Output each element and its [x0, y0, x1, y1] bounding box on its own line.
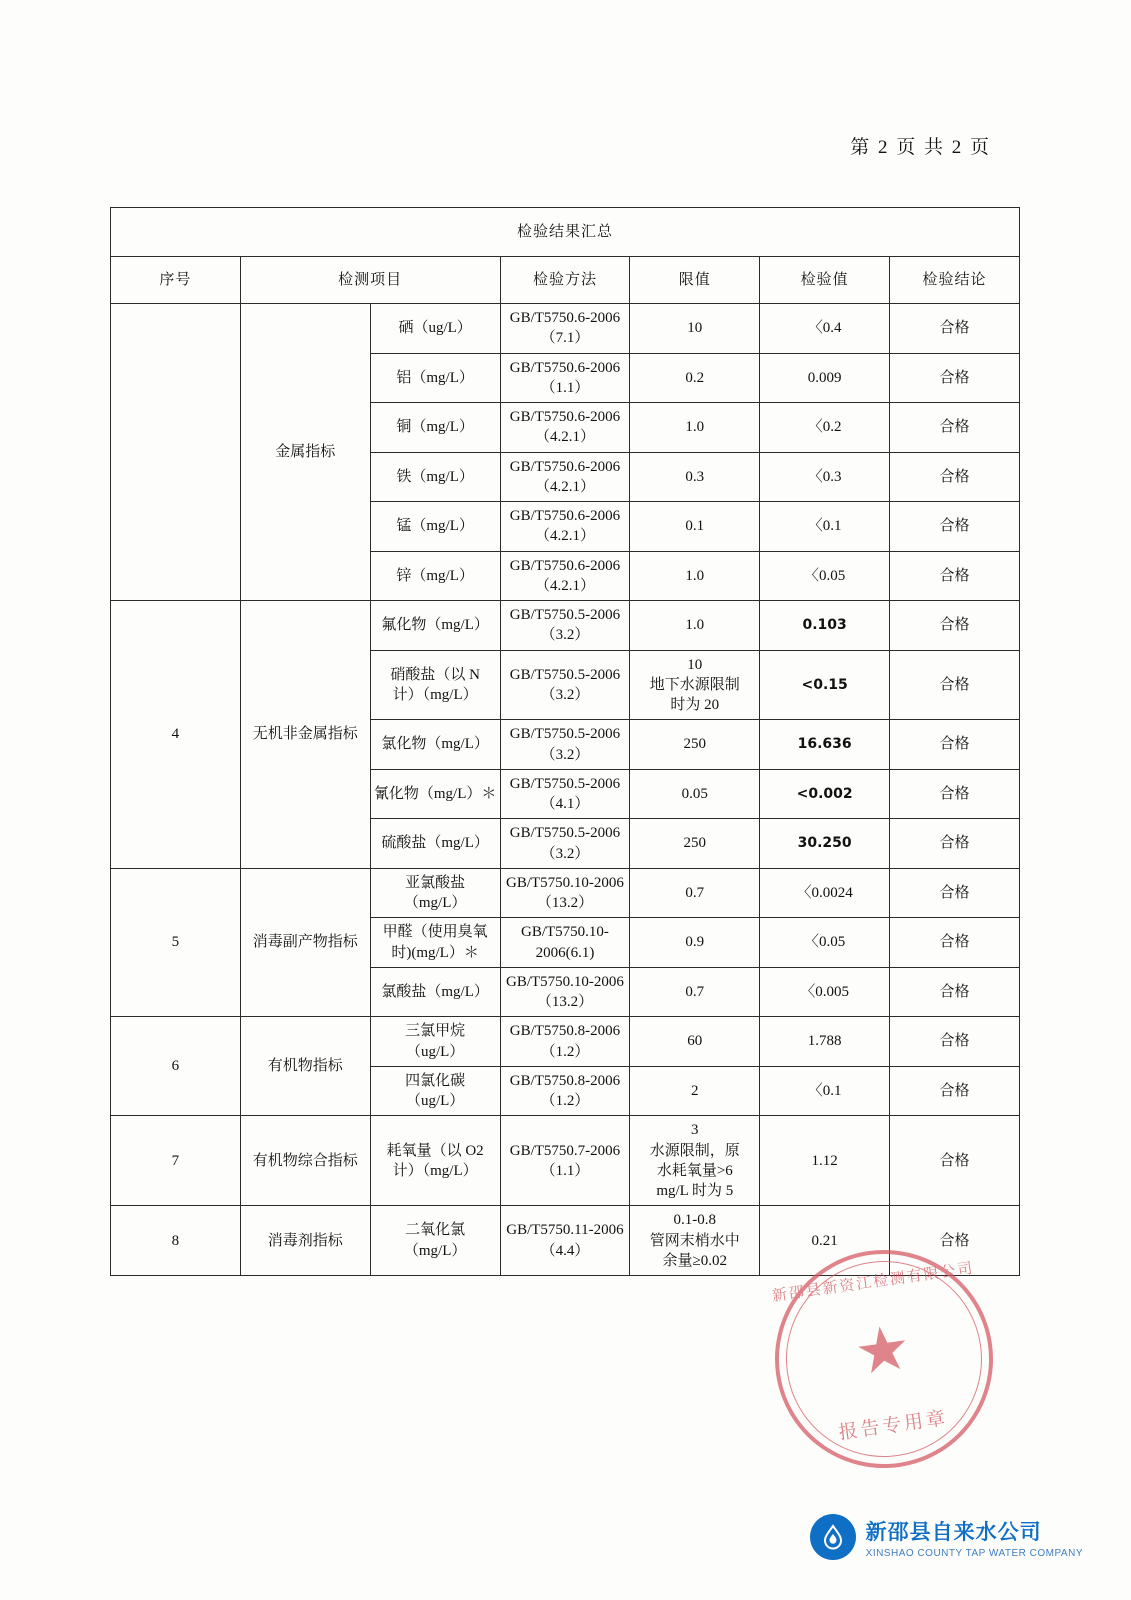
item-name: 硒（ug/L）: [370, 304, 500, 354]
item-limit: [630, 1206, 760, 1276]
item-limit: 1.0: [630, 551, 760, 601]
item-conclusion: 合格: [890, 601, 1020, 651]
group-no: 7: [111, 1116, 241, 1206]
item-value: 1.788: [760, 1017, 890, 1067]
item-name: 铝（mg/L）: [370, 353, 500, 403]
method-line-2: （4.4）: [540, 1242, 590, 1259]
value-text: <0.002: [796, 785, 853, 802]
method-line-2: （4.2.1）: [534, 478, 595, 495]
method-line-2: （1.2）: [540, 1043, 590, 1060]
item-line-1: 亚氯酸盐: [405, 874, 466, 891]
item-method: [500, 601, 630, 651]
item-value: [760, 601, 890, 651]
method-line-2: （13.2）: [536, 994, 594, 1010]
limit-line-3: 时为 20: [670, 697, 720, 713]
method-line-1: GB/T5750.5-2006: [509, 666, 621, 683]
method-line-1: GB/T5750.10-2006: [505, 874, 624, 891]
item-conclusion: 合格: [890, 1116, 1020, 1206]
limit-line-1: 10: [687, 656, 703, 673]
value-text: 16.636: [797, 736, 852, 753]
item-line-1: 三氯甲烷: [405, 1023, 466, 1040]
item-line-1: 四氯化碳: [405, 1072, 466, 1089]
item-method: [500, 452, 630, 502]
limit-line-1: 0.1-0.8: [673, 1212, 717, 1229]
item-method: [500, 650, 630, 720]
item-limit: 10: [630, 304, 760, 354]
item-conclusion: 合格: [890, 868, 1020, 918]
item-method: [500, 551, 630, 601]
item-conclusion: 合格: [890, 720, 1020, 770]
column-header-no: 序号: [111, 257, 241, 304]
group-no: 5: [111, 868, 241, 1017]
value-text: 0.103: [802, 617, 847, 634]
water-drop-icon: [810, 1514, 856, 1560]
method-line-1: GB/T5750.6-2006: [509, 557, 621, 574]
table-header-row: [111, 257, 1020, 304]
item-name: 铁（mg/L）: [370, 452, 500, 502]
group-category: 金属指标: [240, 304, 370, 601]
item-method: [500, 1116, 630, 1206]
item-method: [500, 918, 630, 968]
column-header-method: 检验方法: [500, 257, 630, 304]
item-method: [500, 1017, 630, 1067]
item-name: [370, 1017, 500, 1067]
item-line-2: （ug/L）: [405, 1043, 465, 1060]
method-line-2: 2006(6.1): [535, 944, 595, 961]
item-value: 〈0.3: [760, 452, 890, 502]
item-line-1: 甲醛（使用臭氧: [382, 924, 488, 941]
item-limit: 0.7: [630, 868, 760, 918]
item-conclusion: 合格: [890, 403, 1020, 453]
method-line-1: GB/T5750.6-2006: [509, 359, 621, 376]
method-line-2: （3.2）: [540, 845, 590, 862]
group-category: 消毒剂指标: [240, 1206, 370, 1276]
item-conclusion: 合格: [890, 650, 1020, 720]
item-method: [500, 304, 630, 354]
table-row: [111, 1017, 1020, 1067]
item-line-2: （mg/L）: [403, 1242, 467, 1259]
item-limit: 0.2: [630, 353, 760, 403]
method-line-2: （3.2）: [540, 686, 590, 703]
item-conclusion: 合格: [890, 1206, 1020, 1276]
item-value: [760, 819, 890, 869]
item-name: [370, 650, 500, 720]
method-line-1: GB/T5750.5-2006: [509, 726, 621, 743]
seal-inner-ring: [773, 1248, 994, 1469]
item-method: [500, 868, 630, 918]
limit-line-2: 水源限制，原: [649, 1142, 740, 1159]
group-category: 消毒副产物指标: [240, 868, 370, 1017]
table-row: [111, 1116, 1020, 1206]
item-method: [500, 1206, 630, 1276]
item-value: [760, 650, 890, 720]
column-header-item: 检测项目: [240, 257, 500, 304]
item-limit: [630, 650, 760, 720]
limit-line-2: 管网末梢水中: [649, 1232, 740, 1249]
table-row: [111, 304, 1020, 354]
item-method: [500, 502, 630, 552]
item-limit: 0.3: [630, 452, 760, 502]
group-category: 有机物综合指标: [240, 1116, 370, 1206]
method-line-2: （13.2）: [536, 895, 594, 911]
group-no: 8: [111, 1206, 241, 1276]
item-line-2: （ug/L）: [405, 1093, 465, 1109]
item-conclusion: 合格: [890, 353, 1020, 403]
item-conclusion: 合格: [890, 502, 1020, 552]
method-line-1: GB/T5750.6-2006: [509, 409, 621, 425]
item-value: 〈0.005: [760, 967, 890, 1017]
method-line-1: GB/T5750.11-2006: [506, 1222, 624, 1239]
method-line-1: GB/T5750.5-2006: [509, 775, 621, 792]
item-conclusion: 合格: [890, 967, 1020, 1017]
test-results-table: [110, 207, 1020, 1276]
item-line-1: 硝酸盐（以 N: [390, 666, 480, 683]
item-conclusion: 合格: [890, 1066, 1020, 1116]
method-line-1: GB/T5750.6-2006: [509, 310, 621, 326]
item-name: [370, 918, 500, 968]
item-line-1: 二氧化氯: [405, 1222, 466, 1239]
value-text: 30.250: [797, 835, 852, 852]
table-body: [111, 208, 1020, 1276]
item-name: 氯酸盐（mg/L）: [370, 967, 500, 1017]
item-limit: 250: [630, 819, 760, 869]
item-name: [370, 1206, 500, 1276]
item-name: 铜（mg/L）: [370, 403, 500, 453]
method-line-1: GB/T5750.6-2006: [509, 458, 621, 475]
item-limit: 60: [630, 1017, 760, 1067]
item-line-2: 计）（mg/L）: [392, 686, 478, 703]
method-line-2: （4.1）: [540, 796, 590, 812]
group-category: 有机物指标: [240, 1017, 370, 1116]
page-number-header: 第 2 页 共 2 页: [850, 137, 991, 158]
item-value: 〈0.4: [760, 304, 890, 354]
item-method: [500, 353, 630, 403]
item-name: 氟化物（mg/L）: [370, 601, 500, 651]
item-method: [500, 403, 630, 453]
company-name-block: [866, 1516, 1083, 1559]
item-method: [500, 1066, 630, 1116]
table-title: 检验结果汇总: [111, 208, 1020, 257]
item-conclusion: 合格: [890, 819, 1020, 869]
method-line-1: GB/T5750.8-2006: [509, 1023, 621, 1040]
table-title-row: [111, 208, 1020, 257]
method-line-1: GB/T5750.8-2006: [509, 1072, 621, 1089]
table-row: [111, 868, 1020, 918]
seal-company-name: 新邵县新资江检测有限公司: [770, 1258, 976, 1305]
group-no: [111, 304, 241, 601]
company-logo: [810, 1514, 1083, 1560]
item-name: [370, 868, 500, 918]
column-header-conclusion: 检验结论: [890, 257, 1020, 304]
item-method: [500, 720, 630, 770]
method-line-2: （4.2.1）: [534, 429, 595, 446]
item-conclusion: 合格: [890, 1017, 1020, 1067]
item-name: 锰（mg/L）: [370, 502, 500, 552]
item-value: 〈0.2: [760, 403, 890, 453]
seal-purpose-text: 报告专用章: [837, 1406, 950, 1444]
limit-line-4: mg/L 时为 5: [656, 1183, 734, 1199]
item-value: 〈0.1: [760, 1066, 890, 1116]
item-conclusion: 合格: [890, 452, 1020, 502]
method-line-2: （3.2）: [540, 746, 590, 763]
item-value: 〈0.05: [760, 551, 890, 601]
limit-line-3: 余量≥0.02: [662, 1252, 728, 1269]
method-line-2: （4.2.1）: [534, 528, 595, 545]
limit-line-2: 地下水源限制: [649, 676, 740, 693]
item-line-1: 耗氧量（以 O2: [386, 1142, 484, 1159]
item-method: [500, 819, 630, 869]
item-limit: 1.0: [630, 601, 760, 651]
item-name: [370, 1066, 500, 1116]
item-line-2: （mg/L）: [403, 895, 467, 911]
group-no: 6: [111, 1017, 241, 1116]
item-limit: 0.1: [630, 502, 760, 552]
company-name-en: XINSHAO COUNTY TAP WATER COMPANY: [865, 1547, 1083, 1559]
item-limit: 0.05: [630, 769, 760, 819]
limit-line-3: 水耗氧量>6: [656, 1162, 733, 1179]
item-method: [500, 967, 630, 1017]
item-method: [500, 769, 630, 819]
item-value: 〈0.05: [760, 918, 890, 968]
item-value: 0.009: [760, 353, 890, 403]
item-value: 〈0.0024: [760, 868, 890, 918]
method-line-1: GB/T5750.6-2006: [509, 508, 621, 524]
item-name: 锌（mg/L）: [370, 551, 500, 601]
method-line-2: （1.1）: [540, 379, 590, 396]
value-text: <0.15: [801, 676, 848, 693]
item-limit: [630, 1116, 760, 1206]
group-category: 无机非金属指标: [240, 601, 370, 869]
table-row: [111, 1206, 1020, 1276]
star-icon: ★: [850, 1313, 916, 1389]
item-value: 1.12: [760, 1116, 890, 1206]
table-row: [111, 601, 1020, 651]
item-value: [760, 720, 890, 770]
item-limit: 1.0: [630, 403, 760, 453]
item-line-2: 时)(mg/L）＊: [391, 944, 479, 961]
item-line-2: 计）（mg/L）: [392, 1162, 478, 1179]
item-name: [370, 1116, 500, 1206]
method-line-1: GB/T5750.10-: [520, 924, 609, 941]
item-conclusion: 合格: [890, 918, 1020, 968]
company-name-cn: 新邵县自来水公司: [865, 1519, 1042, 1544]
method-line-2: （4.2.1）: [534, 577, 595, 594]
method-line-2: （3.2）: [540, 627, 590, 644]
item-limit: 2: [630, 1066, 760, 1116]
item-conclusion: 合格: [890, 551, 1020, 601]
group-no: 4: [111, 601, 241, 869]
method-line-2: （1.2）: [540, 1093, 590, 1109]
method-line-2: （1.1）: [540, 1162, 590, 1179]
limit-line-1: 3: [691, 1122, 699, 1139]
column-header-limit: 限值: [630, 257, 760, 304]
method-line-1: GB/T5750.10-2006: [505, 973, 624, 990]
item-value: 〈0.1: [760, 502, 890, 552]
item-conclusion: 合格: [890, 769, 1020, 819]
item-value: 0.21: [760, 1206, 890, 1276]
method-line-1: GB/T5750.5-2006: [509, 607, 621, 623]
item-name: 硫酸盐（mg/L）: [370, 819, 500, 869]
item-limit: 0.7: [630, 967, 760, 1017]
method-line-2: （7.1）: [540, 330, 590, 347]
item-name: 氯化物（mg/L）: [370, 720, 500, 770]
item-name: 氰化物（mg/L）＊: [370, 769, 500, 819]
item-limit: 0.9: [630, 918, 760, 968]
item-conclusion: 合格: [890, 304, 1020, 354]
item-value: [760, 769, 890, 819]
item-limit: 250: [630, 720, 760, 770]
method-line-1: GB/T5750.7-2006: [509, 1142, 621, 1159]
method-line-1: GB/T5750.5-2006: [509, 825, 621, 842]
column-header-value: 检验值: [760, 257, 890, 304]
